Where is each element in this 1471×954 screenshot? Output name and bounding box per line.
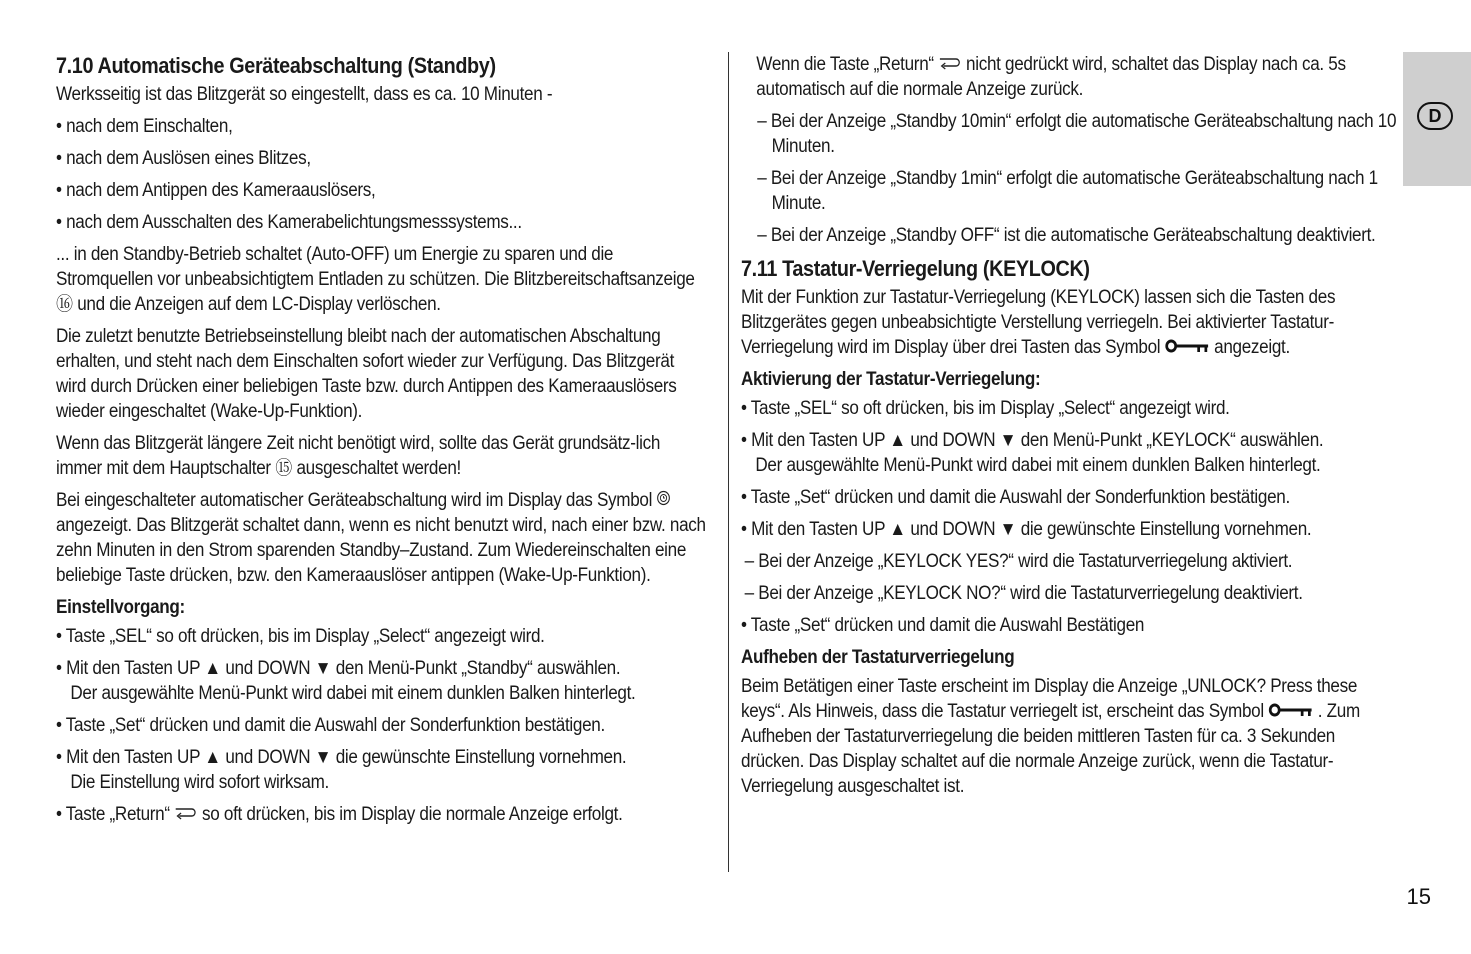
list-item: • nach dem Auslösen eines Blitzes, (56, 148, 311, 169)
list-item: – Bei der Anzeige „Standby 1min“ erfolgt die automatische Geräteabschaltung nach 1 Minute. (757, 168, 1378, 214)
list-item: – Bei der Anzeige „Standby 10min“ erfolgt die automatische Geräteabschaltung nach 10 Minuten. (757, 111, 1397, 157)
language-tab (1403, 52, 1471, 186)
key-icon (1165, 335, 1210, 360)
key-icon (1268, 699, 1313, 724)
column-divider (728, 52, 729, 872)
section-heading-standby: 7.10 Automatische Geräteabschaltung (Standby) (56, 53, 496, 78)
subheading-activation: Aktivierung der Tastatur-Verriegelung: (741, 369, 1041, 390)
list-item: • nach dem Antippen des Kameraauslösers, (56, 180, 376, 201)
list-item: – Bei der Anzeige „Standby OFF“ ist die automatische Geräteabschaltung deaktiviert. (757, 225, 1376, 246)
paragraph: Mit der Funktion zur Tastatur-Verriegelung (KEYLOCK) lassen sich die Tasten des Blitzgerätes gegen unbeabsichtigte Verstellung verriegeln. Bei aktivierter Tastatur-Verriegelung wird im Display über drei Tasten das Symbol angezeigt. (741, 287, 1336, 358)
right-column (741, 52, 1401, 806)
return-arrow-icon (938, 52, 961, 77)
list-item: • Mit den Tasten UP ▲ und DOWN ▼ den Menü-Punkt „KEYLOCK“ auswählen. Der ausgewählte Menü-Punkt wird dabei mit einem dunklen Balken hinterlegt. (741, 430, 1324, 476)
language-tab-label: D (1417, 102, 1453, 130)
list-item: – Bei der Anzeige „KEYLOCK NO?“ wird die Tastaturverriegelung deaktiviert. (744, 583, 1303, 604)
list-item: • Taste „Set“ drücken und damit die Auswahl der Sonderfunktion bestätigen. (56, 715, 605, 736)
subheading-setup: Einstellvorgang: (56, 597, 185, 618)
list-item: • Taste „Set“ drücken und damit die Auswahl der Sonderfunktion bestätigen. (741, 487, 1290, 508)
page-number: 15 (1406, 884, 1431, 909)
list-item: • Taste „Return“ so oft drücken, bis im Display die normale Anzeige erfolgt. (56, 804, 623, 825)
section-heading-keylock: 7.11 Tastatur-Verriegelung (KEYLOCK) (741, 256, 1090, 281)
list-item: – Bei der Anzeige „KEYLOCK YES?“ wird die Tastaturverriegelung aktiviert. (744, 551, 1293, 572)
list-item: • Mit den Tasten UP ▲ und DOWN ▼ die gewünschte Einstellung vornehmen. (741, 519, 1312, 540)
list-item: • Taste „SEL“ so oft drücken, bis im Display „Select“ angezeigt wird. (741, 398, 1230, 419)
list-item: • nach dem Ausschalten des Kamerabelichtungsmesssystems... (56, 212, 522, 233)
paragraph: Bei eingeschalteter automatischer Geräteabschaltung wird im Display das Symbol angezeigt. Das Blitzgerät schaltet dann, wenn es nicht benutzt wird, nach einer bzw. nach zehn Minuten in den Strom sparenden Standby–Zustand. Zum Wiedereinschalten eine beliebige Taste drücken, bzw. den Kameraauslöser antippen (Wake-Up-Funktion). (56, 490, 706, 586)
paragraph: ... in den Standby-Betrieb schaltet (Auto-OFF) um Energie zu sparen und die Stromquellen vor unbeabsichtigtem Entladen zu schützen. Die Blitzbereitschaftsanzeige ⑯ und die Anzeigen auf dem LC-Display verlöschen. (56, 244, 695, 315)
return-arrow-icon (174, 802, 197, 827)
list-item: • Mit den Tasten UP ▲ und DOWN ▼ den Menü-Punkt „Standby“ auswählen. Der ausgewählte Menü-Punkt wird dabei mit einem dunklen Balken hinterlegt. (56, 658, 636, 704)
paragraph: Wenn die Taste „Return“ nicht gedrückt wird, schaltet das Display nach ca. 5s automatisch auf die normale Anzeige zurück. (756, 54, 1346, 100)
list-item: • nach dem Einschalten, (56, 116, 233, 137)
paragraph: Beim Betätigen einer Taste erscheint im Display die Anzeige „UNLOCK? Press these keys“. Als Hinweis, dass die Tastatur verriegelt ist, erscheint das Symbol . Zum Aufheben der Tastaturverriegelung die beiden mittleren Tasten für ca. 3 Sekunden drücken. Das Display schaltet auf die normale Anzeige zurück, wenn die Tastatur-Verriegelung ausgeschaltet ist. (741, 676, 1360, 797)
paragraph: Die zuletzt benutzte Betriebseinstellung bleibt nach der automatischen Abschaltung erhalten, und steht nach dem Einschalten sofort wieder zur Verfügung. Das Blitzgerät wird durch Drücken einer beliebigen Taste bzw. durch Antippen des Kameraauslösers wieder eingeschaltet (Wake-Up-Funktion). (56, 326, 677, 422)
intro-text: Werksseitig ist das Blitzgerät so eingestellt, dass es ca. 10 Minuten - (56, 84, 553, 105)
list-item: • Taste „Set“ drücken und damit die Auswahl Bestätigen (741, 615, 1145, 636)
paragraph: Wenn das Blitzgerät längere Zeit nicht benötigt wird, sollte das Gerät grundsätz-lich immer mit dem Hauptschalter ⑮ ausgeschaltet werden! (56, 433, 661, 479)
standby-clock-icon (657, 488, 671, 513)
subheading-unlock: Aufheben der Tastaturverriegelung (741, 647, 1015, 668)
left-column (56, 52, 706, 834)
list-item: • Taste „SEL“ so oft drücken, bis im Display „Select“ angezeigt wird. (56, 626, 545, 647)
list-item: • Mit den Tasten UP ▲ und DOWN ▼ die gewünschte Einstellung vornehmen. Die Einstellung wird sofort wirksam. (56, 747, 627, 793)
